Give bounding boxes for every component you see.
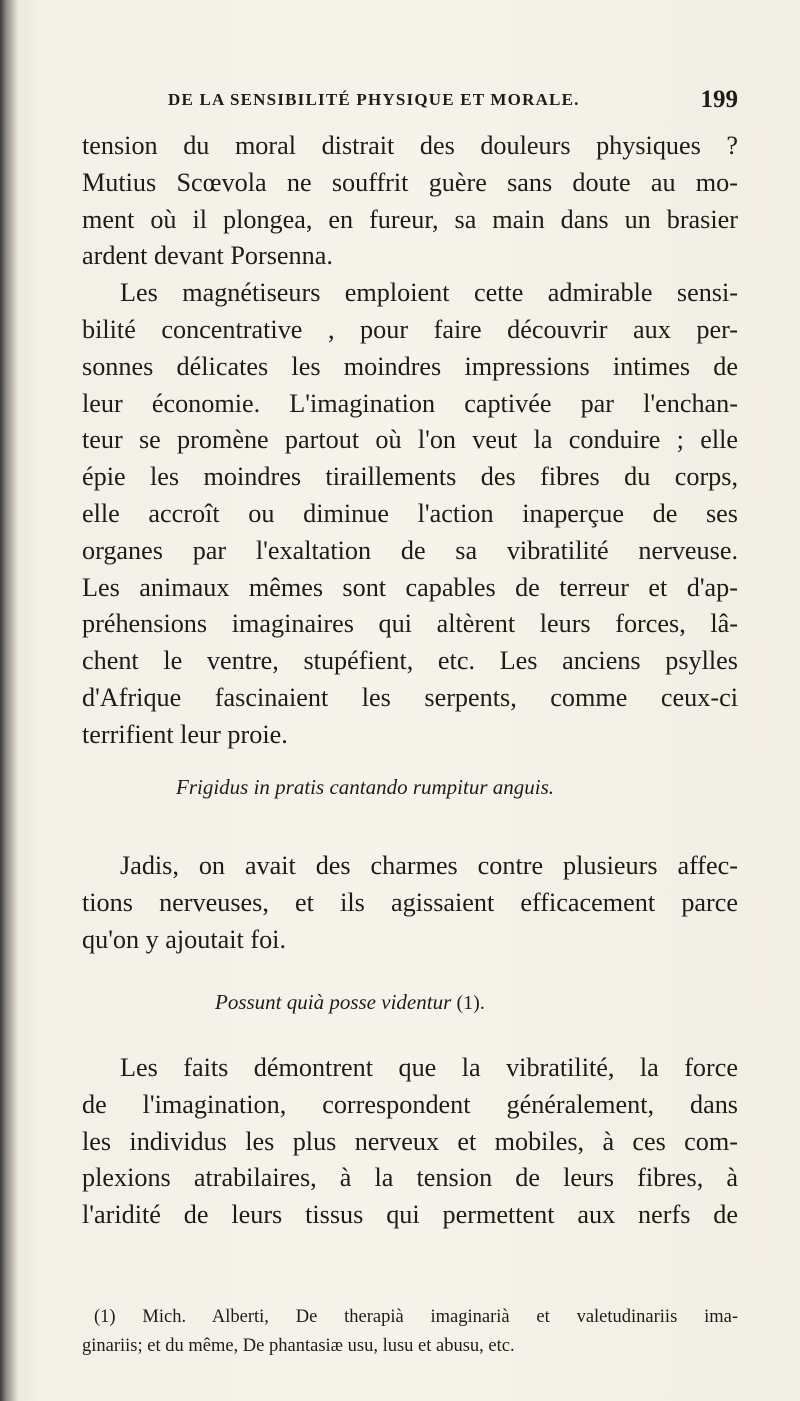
text-line: bilité concentrative , pour faire découvrir aux per-: [82, 314, 738, 344]
text-line: préhensions imaginaires qui altèrent leurs forces, lâ-: [82, 609, 738, 639]
text-line: ment où il plongea, en fureur, sa main dans un brasier: [82, 204, 738, 234]
text-line: tions nerveuses, et ils agissaient efficacement parce: [82, 887, 738, 917]
text-line: organes par l'exaltation de sa vibratilité nerveuse.: [82, 535, 738, 565]
text-line: teur se promène partout où l'on veut la conduire ; elle: [82, 425, 738, 455]
latin-verse-text: Possunt quià posse videntur: [215, 990, 452, 1014]
text-line: Jadis, on avait des charmes contre plusieurs affec-: [120, 851, 738, 880]
footnote: [82, 1303, 738, 1361]
paragraph-charms: [82, 848, 738, 958]
text-line: épie les moindres tiraillements des fibres du corps,: [82, 462, 738, 492]
text-line: qu'on y ajoutait foi.: [82, 924, 287, 954]
text-line: Mutius Scœvola ne souffrit guère sans doute au mo-: [82, 167, 738, 197]
footnote-line: ginariis; et du même, De phantasiæ usu, lusu et abusu, etc.: [82, 1336, 515, 1356]
text-line: Les animaux mêmes sont capables de terreur et d'ap-: [82, 572, 738, 602]
text-line: Les faits démontrent que la vibratilité, la force: [120, 1053, 738, 1082]
footnote-reference: (1).: [456, 992, 485, 1014]
text-line: l'aridité de leurs tissus qui permettent aux nerfs de: [82, 1200, 738, 1230]
footnote-line: (1) Mich. Alberti, De therapià imaginarià et valetudinariis ima-: [94, 1307, 738, 1327]
latin-verse: Frigidus in pratis cantando rumpitur anguis.: [176, 775, 555, 799]
text-line: leur économie. L'imagination captivée par l'enchan-: [82, 388, 738, 418]
text-line: Les magnétiseurs emploient cette admirable sensi-: [120, 278, 738, 308]
text-line: les individus les plus nerveux et mobiles, à ces com-: [82, 1126, 738, 1156]
paragraph-facts: [82, 1050, 738, 1234]
text-line: ardent devant Porsenna.: [82, 241, 333, 271]
text-line: de l'imagination, correspondent généralement, dans: [82, 1089, 738, 1119]
text-line: terrifient leur proie.: [82, 719, 288, 749]
text-line: d'Afrique fascinaient les serpents, comme ceux-ci: [82, 682, 738, 712]
text-line: elle accroît ou diminue l'action inaperçue de ses: [82, 498, 738, 528]
text-line: tension du moral distrait des douleurs physiques ?: [82, 131, 738, 160]
text-line: plexions atrabilaires, à la tension de leurs fibres, à: [82, 1163, 738, 1193]
text-line: sonnes délicates les moindres impressions intimes de: [82, 351, 738, 381]
running-title: DE LA SENSIBILITÉ PHYSIQUE ET MORALE.: [168, 90, 580, 109]
text-line: chent le ventre, stupéfient, etc. Les anciens psylles: [82, 646, 738, 676]
main-text: [82, 128, 738, 754]
latin-verse-2: [215, 990, 485, 1015]
page-number: 199: [700, 86, 738, 113]
page-header: [168, 88, 738, 118]
binding-shadow: [0, 0, 18, 1401]
